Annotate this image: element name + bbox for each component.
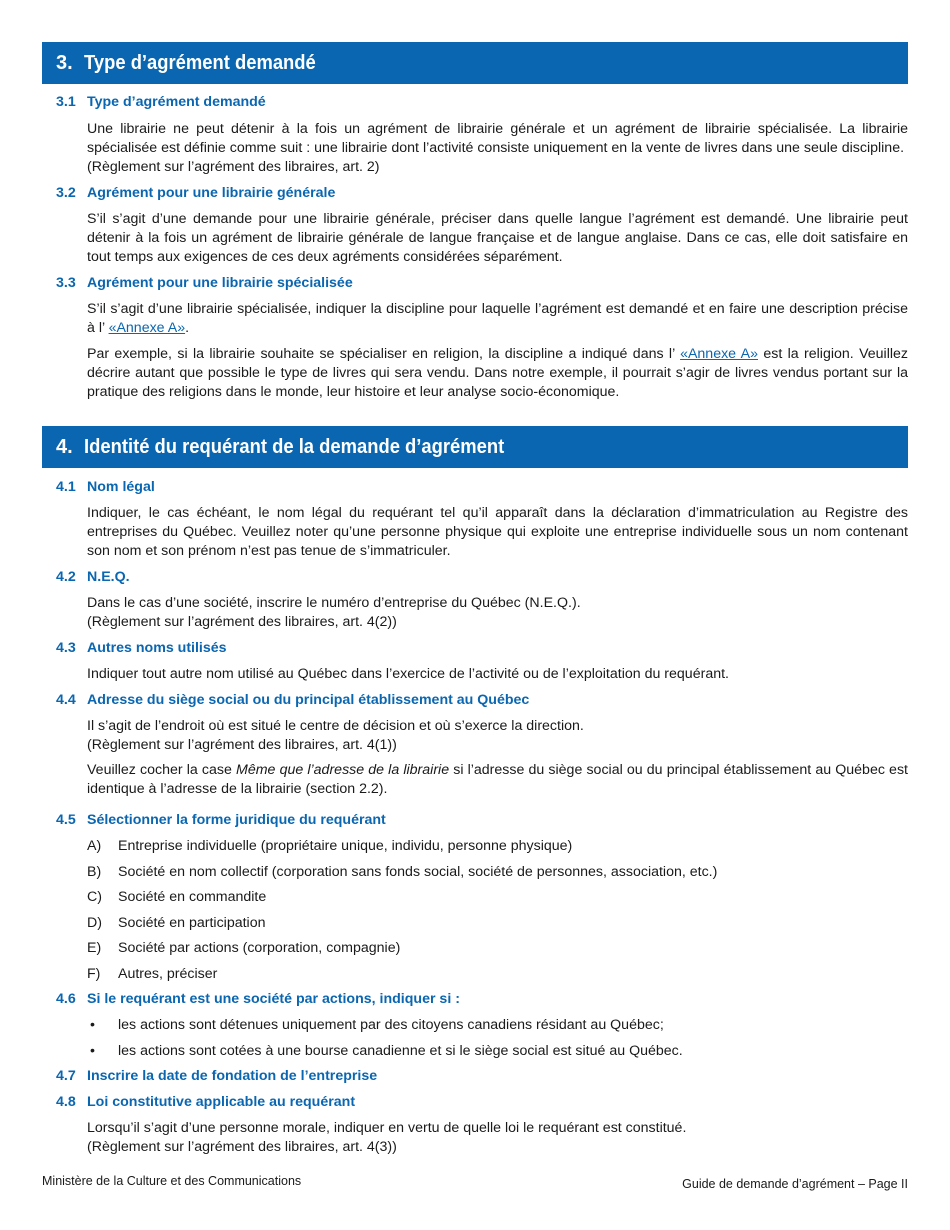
- paragraph: [42, 300, 908, 338]
- section-4-body: [42, 478, 908, 1157]
- subsection-title: Type d’agrément demandé: [87, 94, 266, 110]
- list-item-text: Autres, préciser: [118, 965, 218, 982]
- legal-form-list: [42, 837, 908, 990]
- text: si l’adresse du siège social ou du principal établissement au Québec est identique à l’adresse de la librairie (section 2.2).: [87, 762, 908, 797]
- subsection-heading: [42, 274, 908, 293]
- subsection-heading: [42, 568, 908, 587]
- list-item: [87, 965, 908, 991]
- list-item: [87, 914, 908, 940]
- footer-ministry: Ministère de la Culture et des Communications: [42, 1174, 302, 1188]
- subsection-title: Autres noms utilisés: [87, 640, 227, 656]
- regulation-reference: (Règlement sur l’agrément des libraires, art. 4(1)): [87, 737, 397, 753]
- bullet: •: [90, 1042, 95, 1059]
- paragraph: Dans le cas d’une société, inscrire le numéro d’entreprise du Québec (N.E.Q.).: [87, 595, 581, 611]
- paragraph: Indiquer tout autre nom utilisé au Québec dans l’exercice de l’activité ou de l’exploitation du requérant.: [87, 666, 729, 682]
- subsection-heading: [42, 639, 908, 658]
- subsection-title: Agrément pour une librairie spécialisée: [87, 275, 353, 291]
- text: .: [185, 320, 190, 336]
- subsection-number: 4.8: [56, 1094, 76, 1110]
- annexe-a-link[interactable]: «Annexe A»: [680, 346, 758, 362]
- footer-page-label: Guide de demande d’agrément – Page II: [682, 1177, 908, 1191]
- list-marker: B): [87, 863, 102, 880]
- list-marker: A): [87, 838, 102, 854]
- list-item-text: les actions sont détenues uniquement par des citoyens canadiens résidant au Québec;: [118, 1017, 664, 1033]
- text: Par exemple, si la librairie souhaite se spécialiser en religion, la discipline a indiqué dans l’: [87, 346, 681, 362]
- list-item-text: Société en commandite: [118, 889, 267, 905]
- section-title: Identité du requérant de la demande d’agrément: [84, 436, 505, 458]
- regulation-reference: (Règlement sur l’agrément des libraires, art. 4(3)): [87, 1139, 397, 1155]
- subsection-title: Inscrire la date de fondation de l’entreprise: [87, 1068, 378, 1084]
- paragraph: Il s’agit de l’endroit où est situé le centre de décision et où s’exerce la direction.: [87, 718, 584, 734]
- subsection-title: Nom légal: [87, 479, 155, 495]
- section-number: 3.: [56, 52, 73, 74]
- subsection-heading: [42, 93, 908, 112]
- list-item-text: Entreprise individuelle (propriétaire unique, individu, personne physique): [118, 838, 573, 854]
- section-3-header: [42, 42, 908, 84]
- subsection-heading: [42, 691, 908, 710]
- subsection-heading: [42, 478, 908, 497]
- subsection-number: 3.2: [56, 185, 76, 201]
- subsection-number: 4.2: [56, 569, 76, 585]
- annexe-a-link[interactable]: «Annexe A»: [108, 320, 186, 336]
- section-3-body: [42, 93, 908, 402]
- subsection-number: 3.3: [56, 275, 76, 291]
- list-item: [87, 939, 908, 965]
- list-marker: C): [87, 889, 102, 905]
- subsection-title: Sélectionner la forme juridique du requérant: [87, 812, 386, 828]
- section-4-header: [42, 426, 908, 468]
- checkbox-label-reference: Même que l’adresse de la librairie: [236, 762, 450, 778]
- paragraph: Une librairie ne peut détenir à la fois un agrément de librairie générale et un agrément de librairie spécialisée. La librairie spécialisée est définie comme suit : une librairie dont l’activité consiste uniquement en la vente de livres dans une seule discipline.: [87, 121, 908, 156]
- subsection-number: 3.1: [56, 94, 76, 110]
- subsection-number: 4.7: [56, 1068, 76, 1084]
- subsection-heading: [42, 184, 908, 203]
- subsection-heading: [42, 811, 908, 830]
- subsection-number: 4.6: [56, 991, 76, 1007]
- paragraph: Indiquer, le cas échéant, le nom légal du requérant tel qu’il apparaît dans la déclaration d’immatriculation au Registre des entreprises du Québec. Veuillez noter qu’une personne physique qui exploite une entreprise individuelle sous un nom contenant son nom et son prénom n’est pas tenue de s’immatriculer.: [87, 505, 908, 559]
- paragraph: [42, 761, 908, 799]
- subsection-title: Agrément pour une librairie générale: [87, 185, 336, 201]
- list-item-text: Société par actions (corporation, compagnie): [118, 940, 401, 956]
- subsection-heading: [42, 1093, 908, 1112]
- subsection-heading: [42, 1067, 908, 1086]
- regulation-reference: (Règlement sur l’agrément des libraires, art. 4(2)): [87, 614, 397, 630]
- section-number: 4.: [56, 436, 73, 458]
- subsection-number: 4.1: [56, 479, 76, 495]
- subsection-title: Si le requérant est une société par actions, indiquer si :: [87, 991, 460, 1007]
- text: S’il s’agit d’une librairie spécialisée, indiquer la discipline pour laquelle l’agrément est demandé et en faire une description précise à l’: [87, 301, 908, 336]
- list-item: [87, 1016, 908, 1042]
- regulation-reference: (Règlement sur l’agrément des libraires, art. 2): [87, 159, 380, 175]
- subsection-number: 4.3: [56, 640, 76, 656]
- section-title: Type d’agrément demandé: [84, 52, 316, 74]
- share-conditions-list: [42, 1016, 908, 1067]
- subsection-title: Loi constitutive applicable au requérant: [87, 1094, 356, 1110]
- subsection-title: Adresse du siège social ou du principal établissement au Québec: [87, 692, 530, 708]
- list-marker: D): [87, 914, 102, 931]
- list-item-text: Société en participation: [118, 914, 266, 931]
- paragraph: Lorsqu’il s’agit d’une personne morale, indiquer en vertu de quelle loi le requérant est constitué.: [87, 1120, 687, 1136]
- list-item: [87, 1042, 908, 1068]
- list-item-text: les actions sont cotées à une bourse canadienne et si le siège social est situé au Québec.: [118, 1042, 683, 1059]
- list-item-text: Société en nom collectif (corporation sans fonds social, société de personnes, association, etc.): [118, 863, 718, 880]
- subsection-number: 4.5: [56, 812, 76, 828]
- paragraph: S’il s’agit d’une demande pour une librairie générale, préciser dans quelle langue l’agrément est demandé. Une librairie peut détenir à la fois un agrément de librairie générale de langue française et de langue anglaise. Dans ce cas, elle doit satisfaire en tout temps aux exigences de ces deux agréments considérées séparément.: [87, 211, 908, 265]
- list-marker: F): [87, 965, 101, 982]
- text: est la religion. Veuillez décrire autant que possible le type de livres qui sera vendu. Dans notre exemple, il pourrait s’agir de livres vendus portant sur la pratique des religions dans le monde, leur histoire et leur analyse socio-économique.: [87, 346, 908, 400]
- list-item: [87, 837, 908, 863]
- text: Veuillez cocher la case: [87, 762, 237, 778]
- bullet: •: [90, 1017, 95, 1033]
- list-marker: E): [87, 940, 102, 956]
- subsection-number: 4.4: [56, 692, 76, 708]
- subsection-heading: [42, 990, 908, 1009]
- subsection-title: N.E.Q.: [87, 569, 130, 585]
- list-item: [87, 888, 908, 914]
- list-item: [87, 863, 908, 889]
- paragraph: [42, 345, 908, 402]
